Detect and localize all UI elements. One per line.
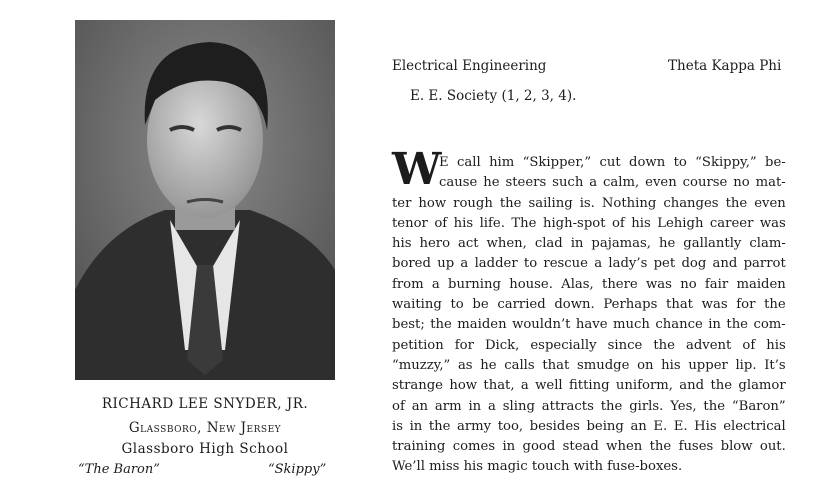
activities: E. E. Society (1, 2, 3, 4). bbox=[410, 88, 577, 104]
biography-line: E call him “Skipper,” cut down to “Skippy,” be- bbox=[439, 155, 790, 170]
biography-line: from a burning house. Alas, there was no fair maiden bbox=[392, 276, 790, 292]
biography-line: of an arm in a sling attracts the girls. Yes, the “Baron” bbox=[392, 398, 790, 414]
drop-cap: W bbox=[392, 144, 442, 195]
biography-line: We’ll miss his magic touch with fuse-boxes. bbox=[392, 459, 687, 475]
department: Electrical Engineering bbox=[392, 58, 547, 74]
biography-line: best; the maiden wouldn’t have much chance in the com- bbox=[392, 317, 790, 333]
high-school: Glassboro High School bbox=[121, 441, 289, 457]
portrait-photo bbox=[75, 20, 335, 380]
fraternity: Theta Kappa Phi bbox=[668, 58, 782, 74]
biography-line: ter how rough the sailing is. Nothing changes the even bbox=[392, 195, 790, 211]
biography-line: bored up a ladder to rescue a lady’s pet dog and parrot bbox=[392, 256, 790, 272]
biography-line: waiting to be carried down. Perhaps that was for the bbox=[392, 297, 790, 313]
biography-line: “muzzy,” as he calls that smudge on his upper lip. It’s bbox=[392, 357, 790, 373]
biography-line: his hero act when, clad in pajamas, he gallantly clam- bbox=[392, 236, 790, 252]
hometown: Glassboro, New Jersey bbox=[128, 420, 282, 436]
biography-line: petition for Dick, especially since the advent of his bbox=[392, 337, 790, 353]
nickname-left: “The Baron” bbox=[78, 462, 160, 477]
biography-text bbox=[392, 153, 790, 478]
biography-line: is in the army too, besides being an E. E. His electrical bbox=[392, 418, 790, 434]
nickname-right: “Skippy” bbox=[268, 462, 327, 477]
biography-line: training comes in good stead when the fuses blow out. bbox=[392, 439, 790, 455]
biography-line: strange how that, a well fitting uniform, and the glamor bbox=[392, 378, 790, 394]
biography-line: cause he steers such a calm, even course no mat- bbox=[439, 175, 790, 191]
biography-line: tenor of his life. The high-spot of his Lehigh career was bbox=[392, 215, 790, 231]
student-name: RICHARD LEE SNYDER, JR. bbox=[101, 396, 309, 412]
